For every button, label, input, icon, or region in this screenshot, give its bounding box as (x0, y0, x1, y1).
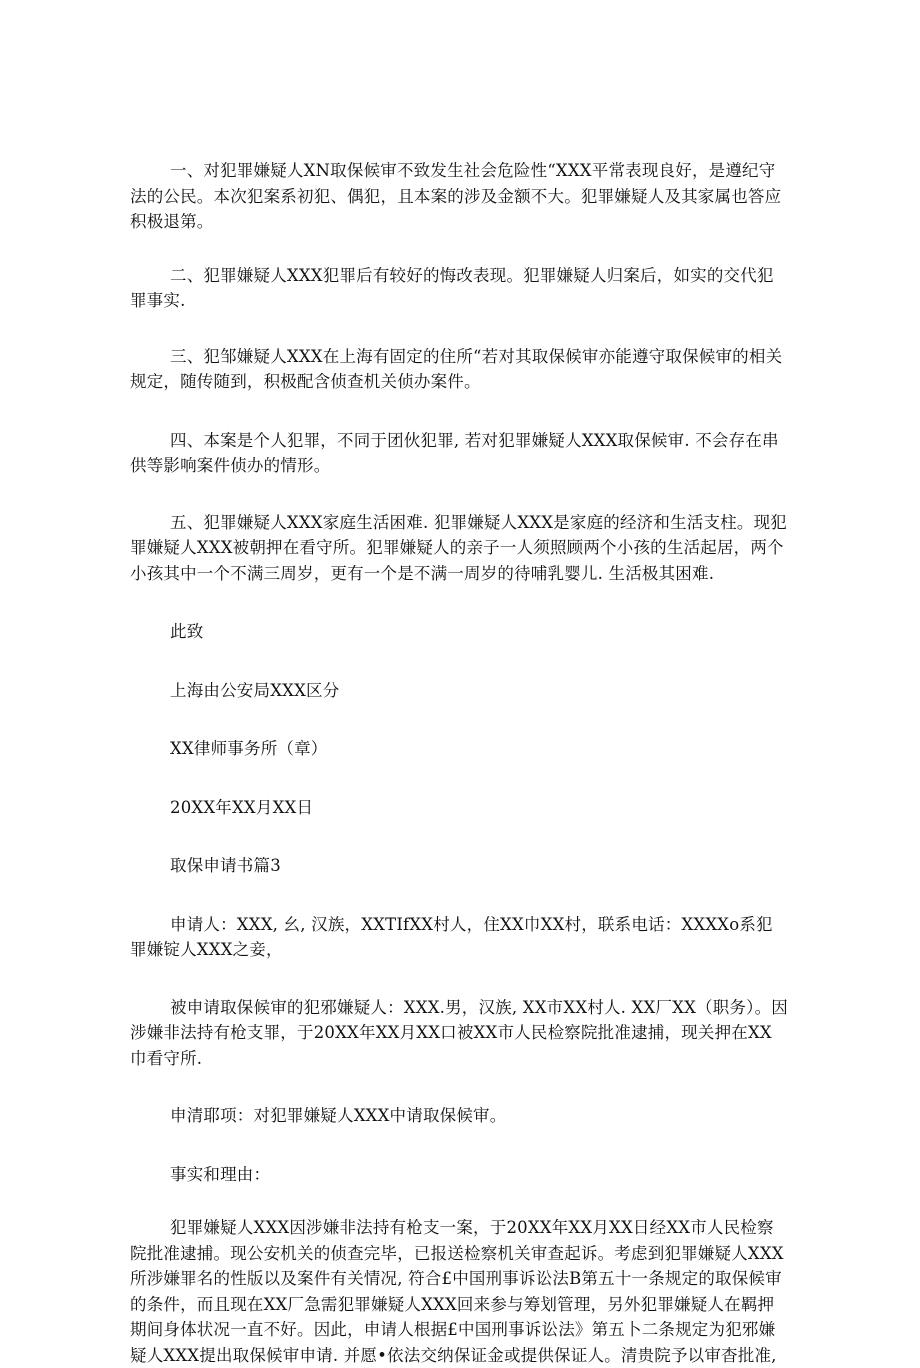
paragraph-reason-1: 一、对犯罪嫌疑人XN取保候审不致发生社会危险性“XXX平常表现良好，是遵纪守法的公民。本次犯案系初犯、偶犯，且本案的涉及金额不大。犯罪嫌疑人及其家属也答应积极退第。 (130, 161, 782, 231)
facts-heading: 事实和理由： (170, 1164, 271, 1184)
suspect-info: 被申请取保候审的犯邪嫌疑人：XXX.男，汉族, XX市XX村人. XX厂XX（职务）。因涉嫌非法持有枪支罪，于20XX年XX月XX口被XX市人民检察院批准逮捕，现关押在XX巾看守所. (130, 997, 788, 1068)
application-item: 申清耶项：对犯罪嫌疑人XXX中请取保候审。 (170, 1106, 507, 1125)
applicant-info: 申请人：XXX, 幺, 汉族，XXTIfXX村人，住XX巾XX村，联系电话：XXXXo系犯罪嫌锭人XXX之妾， (130, 914, 773, 959)
facts-body: 犯罪嫌疑人XXX因涉嫌非法持有枪支一案，于20XX年XX月XX日经XX市人民检察院批准逮捕。现公安机关的侦查完毕，已报送检察机关审查起诉。考虑到犯罪嫌疑人XXX所涉嫌罪名的性版以及案件有关情况, 符合£中国刑事诉讼法B第五十一条规定的取保候审的条件，而且现在XX厂急需犯罪嫌疑人XXX回来参与筹划管理，另外犯罪嫌疑人在羁押期间身体状况一直不好。因此，申请人根据£中国刑事诉讼法》第五卜二条规定为犯邪嫌疑人XXX提出取保候审申请. 并愿•依法交纳保证金或提供保证人。清贵院予以审杳批准, (130, 1218, 784, 1365)
paragraph-reason-2: 二、犯罪嫌疑人XXX犯罪后有较好的悔改表现。犯罪嫌疑人归案后，如实的交代犯罪事实. (130, 265, 774, 310)
paragraph-reason-5: 五、犯罪嫌疑人XXX家庭生活困难. 犯罪嫌疑人XXX是家庭的经济和生活支柱。现犯罪嫌疑人XXX被朝押在看守所。犯罪嫌疑人的亲子一人须照顾两个小孩的生活起居，两个小孩其中一个不满三周岁，更有一个是不满一周岁的待哺乳婴儿. 生活极其困难. (130, 512, 787, 583)
paragraph-reason-4: 四、本案是个人犯罪，不同于团伙犯罪, 若对犯罪嫌疑人XXX取保候审. 不会存在串供等影响案件侦办的情形。 (130, 430, 779, 475)
signature-date: 20XX年XX月XX日 (170, 797, 314, 817)
signature-firm: XX律师事务所（章） (170, 739, 328, 758)
paragraph-reason-3: 三、犯邹嫌疑人XXX在上海有固定的住所“若对其取保候审亦能遵守取保候审的相关规定，随传随到，积极配含侦查机关侦办案件。 (130, 346, 783, 391)
section-heading: 取保申请书篇3 (170, 856, 281, 875)
recipient: 上海由公安局XXX区分 (170, 680, 340, 700)
document-body (130, 158, 788, 1368)
closing-salutation: 此致 (170, 622, 204, 641)
